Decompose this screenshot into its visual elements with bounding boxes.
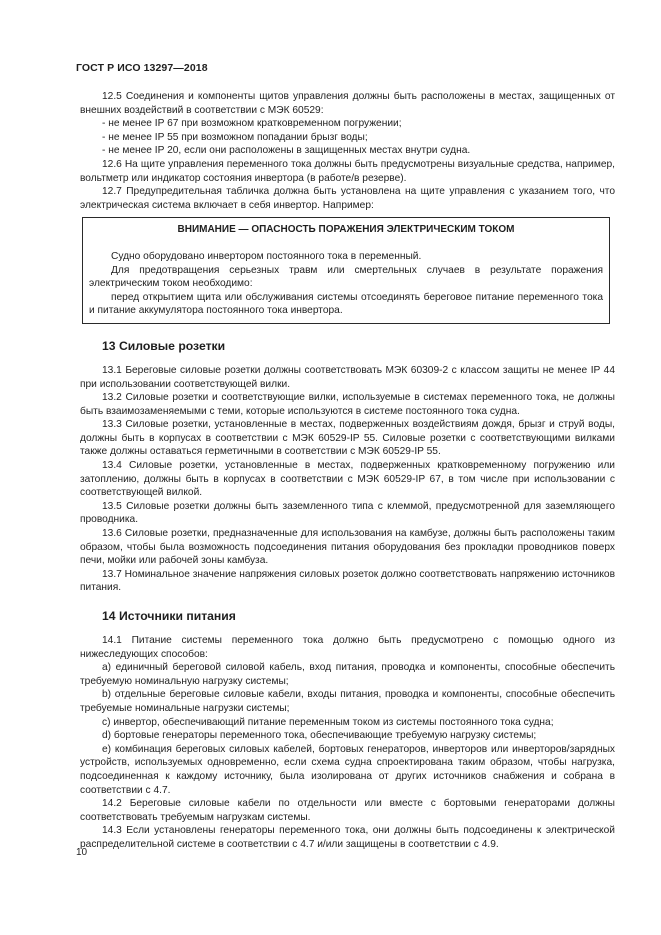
page-number: 10 — [76, 847, 88, 858]
section-14-heading: 14 Источники питания — [102, 609, 236, 623]
list-item: e) комбинация береговых силовых кабелей, бортовых генераторов, инверторов или инверторов/зарядных устройств, используемых одновременно, если схема судна спроектирована таким образом, чтобы нагрузка, подсоединенная к каждому источнику, была изолирована от других источников снабжения и собрана в соответствии с 4.7. — [80, 743, 615, 796]
list-item: a) единичный береговой силовой кабель, вход питания, проводка и компоненты, способные обеспечить требуемую номинальную нагрузку системы; — [80, 662, 615, 687]
clause-13-3: 13.3 Силовые розетки, установленные в местах, подверженных воздействиям дождя, брызг и струй воды, должны быть в корпусах в соответствии с МЭК 60529-IP 55. Силовые розетки с соответствующими вилками также должны оставаться герметичными в соответствии с МЭК 60529-IP 55. — [80, 419, 615, 458]
clause-13-5: 13.5 Силовые розетки должны быть заземленного типа с клеммой, предусмотренной для заземляющего проводника. — [80, 500, 615, 526]
clause-12-6: 12.6 На щите управления переменного тока должны быть предусмотрены визуальные средства, например, вольтметр или индикатор состояния инвертора (в работе/в резерве). — [80, 158, 615, 184]
list-item: - не менее IP 20, если они расположены в защищенных местах внутри судна. — [102, 145, 471, 157]
clause-13-6: 13.6 Силовые розетки, предназначенные для использования на камбузе, должны быть расположены таким образом, чтобы была возможность подсоединения питания оборудования без прокладки проводников поверх печи, мойки или рабочей зоны камбуза. — [80, 528, 615, 567]
page-content — [80, 90, 615, 852]
list-item: d) бортовые генераторы переменного тока, обеспечивающие требуемую нагрузку системы; — [102, 730, 537, 742]
warning-box — [82, 217, 610, 324]
warning-line: Судно оборудовано инвертором постоянного тока в переменный. — [111, 250, 422, 262]
clause-12-7: 12.7 Предупредительная табличка должна быть установлена на щите управления с указанием того, что электрическая система включает в себя инвертор. Например: — [80, 186, 615, 211]
clause-13-4: 13.4 Силовые розетки, установленные в местах, подверженных кратковременному погружению или затоплению, должны быть в корпусах в соответствии с МЭК 60529-IP 67, в том числе при использовании с соответствующей вилкой. — [80, 460, 615, 499]
clause-14-1: 14.1 Питание системы переменного тока должно быть предусмотрено с помощью одного из нижеследующих способов: — [80, 635, 615, 660]
list-item: - не менее IP 55 при возможном попадании брызг воды; — [102, 131, 368, 143]
list-item: c) инвертор, обеспечивающий питание переменным током из системы постоянного тока судна; — [102, 716, 554, 728]
clause-14-3: 14.3 Если установлены генераторы переменного тока, они должны быть подсоединены к электрической распределительной системе в соответствии с 4.7 и/или защищены в соответствии с 4.9. — [80, 825, 615, 850]
warning-line: перед открытием щита или обслуживания системы отсоединять береговое питание переменного тока и питание аккумулятора постоянного тока инвертора. — [89, 291, 603, 317]
standard-header: ГОСТ Р ИСО 13297—2018 — [76, 62, 208, 74]
section-13-heading: 13 Силовые розетки — [102, 338, 226, 353]
list-item: - не менее IP 67 при возможном кратковременном погружении; — [102, 118, 402, 130]
clause-14-2: 14.2 Береговые силовые кабели по отдельности или вместе с бортовыми генераторами должны соответствовать требуемым нагрузкам системы. — [80, 798, 615, 823]
clause-12-5: 12.5 Соединения и компоненты щитов управления должны быть расположены в местах, защищенных от внешних воздействий в соответствии с МЭК 60529: — [80, 91, 615, 116]
clause-13-2: 13.2 Силовые розетки и соответствующие вилки, используемые в системах переменного тока, не должны быть взаимозаменяемыми с теми, которые используются в системе постоянного тока судна. — [80, 392, 615, 417]
clause-13-1: 13.1 Береговые силовые розетки должны соответствовать МЭК 60309-2 с классом защиты не менее IP 44 при использовании соответствующей вилки. — [80, 364, 615, 390]
clause-13-7: 13.7 Номинальное значение напряжения силовых розеток должно соответствовать напряжению источников питания. — [80, 568, 615, 594]
list-item: b) отдельные береговые силовые кабели, входы питания, проводка и компоненты, способные обеспечить требуемые номинальные нагрузки системы; — [80, 689, 615, 714]
warning-line: Для предотвращения серьезных травм или смертельных случаев в результате поражения электрическим током необходимо: — [89, 264, 603, 290]
warning-title: ВНИМАНИЕ — ОПАСНОСТЬ ПОРАЖЕНИЯ ЭЛЕКТРИЧЕСКИМ ТОКОМ — [177, 224, 515, 236]
